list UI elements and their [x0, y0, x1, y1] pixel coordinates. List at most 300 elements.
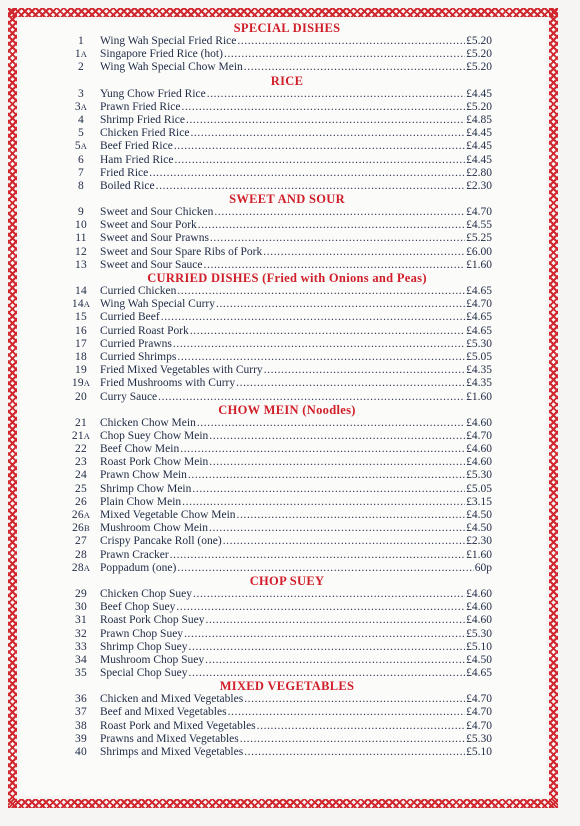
item-name: Roast Pork Chow Mein — [100, 456, 209, 469]
decorative-border-right — [549, 8, 558, 808]
item-name: Plain Chow Mein — [100, 495, 182, 508]
item-number-digits: 16 — [75, 324, 87, 337]
dot-leader — [205, 614, 465, 627]
item-number — [62, 167, 100, 180]
item-price: £2.80 — [466, 166, 492, 179]
menu-item-row — [62, 140, 492, 153]
item-number — [62, 298, 100, 311]
item-price: £4.60 — [466, 601, 492, 614]
item-number-digits: 29 — [75, 587, 87, 600]
menu-item-row — [62, 101, 492, 114]
item-number — [62, 206, 100, 219]
menu-item-row — [62, 641, 492, 654]
decorative-border-top — [8, 8, 558, 17]
menu-item-row — [62, 628, 492, 641]
dot-leader — [223, 535, 465, 548]
item-number — [62, 101, 100, 114]
menu-item-row — [62, 549, 492, 562]
item-number — [62, 667, 100, 680]
menu-item-row — [62, 298, 492, 311]
menu-item-row — [62, 364, 492, 377]
menu-item-row — [62, 601, 492, 614]
item-number — [62, 338, 100, 351]
dot-leader — [209, 456, 465, 469]
item-number-digits: 21 — [71, 429, 84, 442]
dot-leader — [170, 549, 465, 562]
menu-item-row — [62, 351, 492, 364]
item-name: Sweet and Sour Spare Ribs of Pork — [100, 245, 263, 258]
menu-item-row — [62, 562, 492, 575]
menu-item-row — [62, 693, 492, 706]
item-number — [62, 391, 100, 404]
item-number-digits: 30 — [75, 601, 87, 614]
item-name: Mushroom Chow Mein — [100, 522, 208, 535]
item-number-digits: 33 — [75, 640, 87, 653]
item-price: £4.45 — [466, 140, 492, 153]
dot-leader — [198, 219, 465, 232]
dot-leader — [214, 206, 465, 219]
menu-item-row — [62, 88, 492, 101]
menu-list — [62, 22, 492, 759]
menu-item-row — [62, 614, 492, 627]
item-number — [62, 628, 100, 641]
item-number — [62, 351, 100, 364]
item-number — [62, 535, 100, 548]
menu-item-row — [62, 48, 492, 61]
item-number-suffix: A — [83, 430, 91, 441]
item-number-digits: 26 — [71, 509, 84, 521]
item-price: £4.50 — [466, 653, 492, 666]
item-price: £4.70 — [466, 719, 492, 732]
item-name: Yung Chow Fried Rice — [100, 87, 206, 100]
dot-leader — [197, 417, 465, 430]
menu-item-row — [62, 443, 492, 456]
item-name: Roast Pork and Mixed Vegetables — [100, 719, 256, 732]
item-number — [62, 61, 100, 74]
decorative-border-left — [8, 8, 17, 808]
item-name: Wing Wah Special Chow Mein — [100, 61, 243, 74]
menu-item-row — [62, 509, 492, 522]
item-price: £5.20 — [466, 35, 492, 47]
item-number-digits: 2 — [78, 61, 84, 74]
dot-leader — [158, 391, 465, 404]
item-number-digits: 8 — [78, 179, 84, 192]
item-number-digits: 1 — [78, 35, 84, 47]
item-number — [62, 285, 100, 298]
menu-item-row — [62, 733, 492, 746]
dot-leader — [189, 641, 466, 654]
item-price: £4.70 — [466, 429, 492, 442]
item-name: Fried Mushrooms with Curry — [100, 377, 236, 390]
item-number — [62, 496, 100, 509]
dot-leader — [257, 720, 465, 733]
item-number-digits: 36 — [75, 693, 87, 706]
menu-item-row — [62, 456, 492, 469]
item-number — [62, 311, 100, 324]
item-number-digits: 3 — [74, 100, 81, 113]
item-name: Mushroom Chop Suey — [100, 653, 205, 666]
menu-item-row — [62, 35, 492, 48]
item-price: £5.10 — [466, 640, 492, 653]
item-price: £5.30 — [466, 337, 492, 350]
dot-leader — [216, 298, 465, 311]
section-title: RICE — [270, 73, 304, 88]
menu-item-row — [62, 417, 492, 430]
item-name: Singapore Fried Rice (hot) — [100, 48, 223, 61]
item-name: Ham Fried Rice — [100, 153, 174, 166]
dot-leader — [177, 351, 465, 364]
item-name: Shrimps and Mixed Vegetables — [100, 746, 244, 758]
item-price: £5.30 — [466, 732, 492, 745]
item-price: £2.30 — [466, 179, 492, 192]
menu-item-row — [62, 496, 492, 509]
item-price: £4.45 — [466, 87, 492, 100]
item-number-suffix: A — [83, 299, 91, 310]
item-price: £4.45 — [466, 153, 492, 166]
menu-item-row — [62, 430, 492, 443]
item-number — [62, 154, 100, 167]
item-number — [62, 88, 100, 101]
item-number — [62, 232, 100, 245]
item-number-digits: 21 — [75, 416, 87, 429]
item-number-digits: 14 — [71, 298, 84, 311]
item-number — [62, 325, 100, 338]
item-number-digits: 12 — [75, 245, 87, 258]
menu-item-row — [62, 338, 492, 351]
item-name: Shrimp Chow Mein — [100, 482, 192, 495]
item-number — [62, 588, 100, 601]
item-number-digits: 40 — [75, 746, 87, 758]
item-name: Prawn Fried Rice — [100, 100, 181, 113]
decorative-border-bottom — [8, 799, 558, 808]
item-price: £5.25 — [466, 232, 492, 245]
item-number — [62, 35, 100, 48]
menu-item-row — [62, 167, 492, 180]
item-name: Chicken Chop Suey — [100, 587, 192, 600]
dot-leader — [209, 430, 465, 443]
item-number — [62, 180, 100, 193]
section-title: CHOP SUEY — [249, 573, 325, 588]
item-price: £4.60 — [466, 587, 492, 600]
section-title: CHOW MEIN (Noodles) — [218, 402, 356, 417]
item-price: £4.65 — [466, 324, 492, 337]
item-number-digits: 5 — [78, 127, 84, 140]
item-number — [62, 259, 100, 272]
dot-leader — [244, 746, 465, 759]
item-name: Curried Prawns — [100, 337, 172, 350]
item-name: Curried Chicken — [100, 285, 177, 297]
item-number — [62, 562, 100, 575]
item-number — [62, 364, 100, 377]
item-number — [62, 417, 100, 430]
item-number-suffix: A — [83, 378, 91, 389]
dot-leader — [207, 88, 465, 101]
item-number-digits: 35 — [75, 667, 87, 680]
item-price: £4.85 — [466, 113, 492, 126]
item-number — [62, 509, 100, 522]
menu-item-row — [62, 483, 492, 496]
item-name: Beef Chop Suey — [100, 601, 176, 614]
item-name: Fried Rice — [100, 166, 149, 179]
item-price: £4.50 — [466, 522, 492, 535]
menu-item-row — [62, 219, 492, 232]
item-number-digits: 19 — [75, 364, 87, 377]
item-number-digits: 23 — [75, 456, 87, 469]
item-price: £5.05 — [466, 350, 492, 363]
item-number-digits: 4 — [78, 113, 84, 126]
item-number-digits: 11 — [75, 232, 87, 245]
item-number-digits: 6 — [78, 153, 84, 166]
item-number — [62, 114, 100, 127]
item-number-digits: 13 — [75, 258, 87, 271]
item-name: Chicken and Mixed Vegetables — [100, 693, 244, 706]
item-price: £1.60 — [466, 548, 492, 561]
item-number-digits: 3 — [78, 87, 84, 100]
dot-leader — [181, 101, 465, 114]
dot-leader — [177, 562, 473, 575]
item-number-digits: 19 — [71, 377, 84, 390]
dot-leader — [193, 588, 465, 601]
item-number-suffix: A — [80, 101, 88, 112]
menu-item-row — [62, 311, 492, 324]
item-price: £4.70 — [466, 298, 492, 311]
menu-item-row — [62, 654, 492, 667]
menu-item-row — [62, 391, 492, 404]
item-number — [62, 706, 100, 719]
dot-leader — [228, 706, 466, 719]
menu-item-row — [62, 706, 492, 719]
item-name: Shrimp Fried Rice — [100, 113, 185, 126]
item-name: Wing Wah Special Fried Rice — [100, 35, 237, 47]
dot-leader — [240, 733, 465, 746]
item-number — [62, 693, 100, 706]
dot-leader — [184, 628, 465, 641]
dot-leader — [182, 496, 465, 509]
item-number-digits: 10 — [75, 219, 87, 232]
item-price: £4.70 — [466, 706, 492, 719]
dot-leader — [205, 654, 465, 667]
dot-leader — [186, 114, 465, 127]
item-number — [62, 746, 100, 759]
item-number-suffix: A — [80, 141, 88, 152]
item-number — [62, 456, 100, 469]
item-price: £4.70 — [466, 206, 492, 219]
item-price: £5.30 — [466, 469, 492, 482]
item-price: £5.30 — [466, 627, 492, 640]
dot-leader — [209, 522, 465, 535]
item-name: Mixed Vegetable Chow Mein — [100, 509, 236, 521]
item-name: Sweet and Sour Sauce — [100, 258, 203, 271]
item-name: Curry Sauce — [100, 390, 158, 403]
item-number — [62, 733, 100, 746]
item-number-digits: 5 — [74, 140, 81, 153]
dot-leader — [237, 35, 465, 48]
item-number — [62, 601, 100, 614]
item-number-suffix: A — [80, 49, 88, 60]
item-name: Chop Suey Chow Mein — [100, 429, 209, 442]
item-number-digits: 25 — [75, 482, 87, 495]
item-number-digits: 26 — [75, 495, 87, 508]
menu-item-row — [62, 325, 492, 338]
dot-leader — [190, 325, 465, 338]
menu-item-row — [62, 232, 492, 245]
item-number — [62, 443, 100, 456]
menu-item-row — [62, 522, 492, 535]
item-number — [62, 377, 100, 390]
item-number-suffix: A — [83, 562, 91, 573]
item-name: Wing Wah Special Curry — [100, 298, 215, 311]
item-name: Poppadum (one) — [100, 561, 177, 574]
item-number-suffix: A — [83, 510, 91, 520]
dot-leader — [263, 246, 465, 259]
dot-leader — [149, 167, 465, 180]
dot-leader — [161, 311, 465, 324]
menu-item-row — [62, 206, 492, 219]
item-number — [62, 549, 100, 562]
item-number-digits: 1 — [74, 48, 81, 61]
item-number — [62, 48, 100, 61]
dot-leader — [180, 443, 465, 456]
item-name: Crispy Pancake Roll (one) — [100, 535, 222, 548]
item-number — [62, 654, 100, 667]
menu-item-row — [62, 377, 492, 390]
item-name: Boiled Rice — [100, 179, 155, 192]
item-number — [62, 469, 100, 482]
item-price: £5.20 — [466, 100, 492, 113]
menu-item-row — [62, 588, 492, 601]
menu-item-row — [62, 285, 492, 298]
item-price: £4.45 — [466, 127, 492, 140]
item-number-digits: 27 — [75, 535, 87, 548]
section-title: SWEET AND SOUR — [229, 192, 345, 207]
item-number-digits: 32 — [75, 627, 87, 640]
item-name: Prawn Cracker — [100, 548, 169, 561]
item-number — [62, 246, 100, 259]
item-name: Fried Mixed Vegetables with Curry — [100, 364, 263, 377]
item-number — [62, 641, 100, 654]
item-number — [62, 430, 100, 443]
item-price: £5.05 — [466, 482, 492, 495]
dot-leader — [244, 693, 465, 706]
menu-item-row — [62, 154, 492, 167]
item-price: £4.70 — [466, 693, 492, 706]
item-number-digits: 20 — [75, 390, 87, 403]
item-price: £1.60 — [466, 258, 492, 271]
menu-item-row — [62, 469, 492, 482]
item-price: £5.20 — [466, 61, 492, 74]
item-name: Beef and Mixed Vegetables — [100, 706, 227, 719]
item-price: £4.65 — [466, 285, 492, 297]
item-price: £5.20 — [466, 48, 492, 61]
item-name: Curried Roast Pork — [100, 324, 189, 337]
item-number-digits: 22 — [75, 443, 87, 456]
item-name: Curried Shrimps — [100, 350, 177, 363]
item-price: £4.35 — [466, 377, 492, 390]
item-price: £4.35 — [466, 364, 492, 377]
item-number-digits: 14 — [75, 285, 87, 297]
item-number-digits: 28 — [75, 548, 87, 561]
menu-item-row — [62, 246, 492, 259]
item-number-digits: 26 — [72, 522, 85, 535]
item-name: Chicken Chow Mein — [100, 416, 196, 429]
item-number-digits: 39 — [75, 732, 87, 745]
item-name: Shrimp Chop Suey — [100, 640, 188, 653]
item-name: Sweet and Sour Prawns — [100, 232, 209, 245]
dot-leader — [188, 469, 465, 482]
dot-leader — [176, 601, 465, 614]
item-price: £4.60 — [466, 416, 492, 429]
item-number-digits: 34 — [75, 653, 87, 666]
item-price: £1.60 — [466, 390, 492, 403]
dot-leader — [224, 48, 465, 61]
dot-leader — [192, 483, 465, 496]
item-price: £6.00 — [466, 245, 492, 258]
item-price: £4.65 — [466, 667, 492, 680]
item-price: £4.60 — [466, 443, 492, 456]
item-name: Curried Beef — [100, 311, 160, 324]
dot-leader — [264, 364, 465, 377]
item-number — [62, 127, 100, 140]
item-number-suffix: B — [84, 523, 90, 534]
item-name: Roast Pork Chop Suey — [100, 614, 205, 627]
dot-leader — [173, 338, 465, 351]
item-price: £4.65 — [466, 311, 492, 324]
item-number-digits: 28 — [71, 561, 84, 574]
section-title: SPECIAL DISHES — [233, 21, 341, 35]
item-name: Special Chop Suey — [100, 667, 188, 680]
menu-item-row — [62, 61, 492, 74]
section-title: CURRIED DISHES (Fried with Onions and Peas) — [147, 271, 427, 285]
menu-item-row — [62, 114, 492, 127]
item-number-digits: 17 — [75, 337, 87, 350]
item-number-digits: 31 — [75, 614, 87, 627]
item-price: 60p — [474, 561, 492, 574]
item-number-digits: 37 — [75, 706, 87, 719]
item-price: £5.10 — [466, 746, 492, 758]
section-title: MIXED VEGETABLES — [219, 679, 355, 694]
menu-item-row — [62, 746, 492, 759]
item-number — [62, 140, 100, 153]
dot-leader — [237, 509, 466, 522]
item-price: £3.15 — [466, 495, 492, 508]
menu-item-row — [62, 720, 492, 733]
item-name: Sweet and Sour Pork — [100, 219, 197, 232]
item-number-digits: 7 — [78, 166, 84, 179]
item-number — [62, 720, 100, 733]
item-number-digits: 24 — [75, 469, 87, 482]
menu-item-row — [62, 535, 492, 548]
item-number — [62, 219, 100, 232]
dot-leader — [174, 154, 465, 167]
item-price: £4.60 — [466, 456, 492, 469]
item-number-digits: 38 — [75, 719, 87, 732]
item-name: Chicken Fried Rice — [100, 127, 190, 140]
item-name: Prawns and Mixed Vegetables — [100, 732, 239, 745]
item-price: £4.60 — [466, 614, 492, 627]
dot-leader — [210, 232, 465, 245]
item-number — [62, 522, 100, 535]
item-price: £2.30 — [466, 535, 492, 548]
menu-item-row — [62, 127, 492, 140]
dot-leader — [177, 285, 465, 298]
dot-leader — [174, 140, 465, 153]
item-name: Beef Fried Rice — [100, 140, 173, 153]
item-name: Prawn Chow Mein — [100, 469, 187, 482]
dot-leader — [236, 377, 465, 390]
dot-leader — [244, 61, 465, 74]
item-name: Prawn Chop Suey — [100, 627, 184, 640]
item-number-digits: 9 — [78, 206, 84, 219]
